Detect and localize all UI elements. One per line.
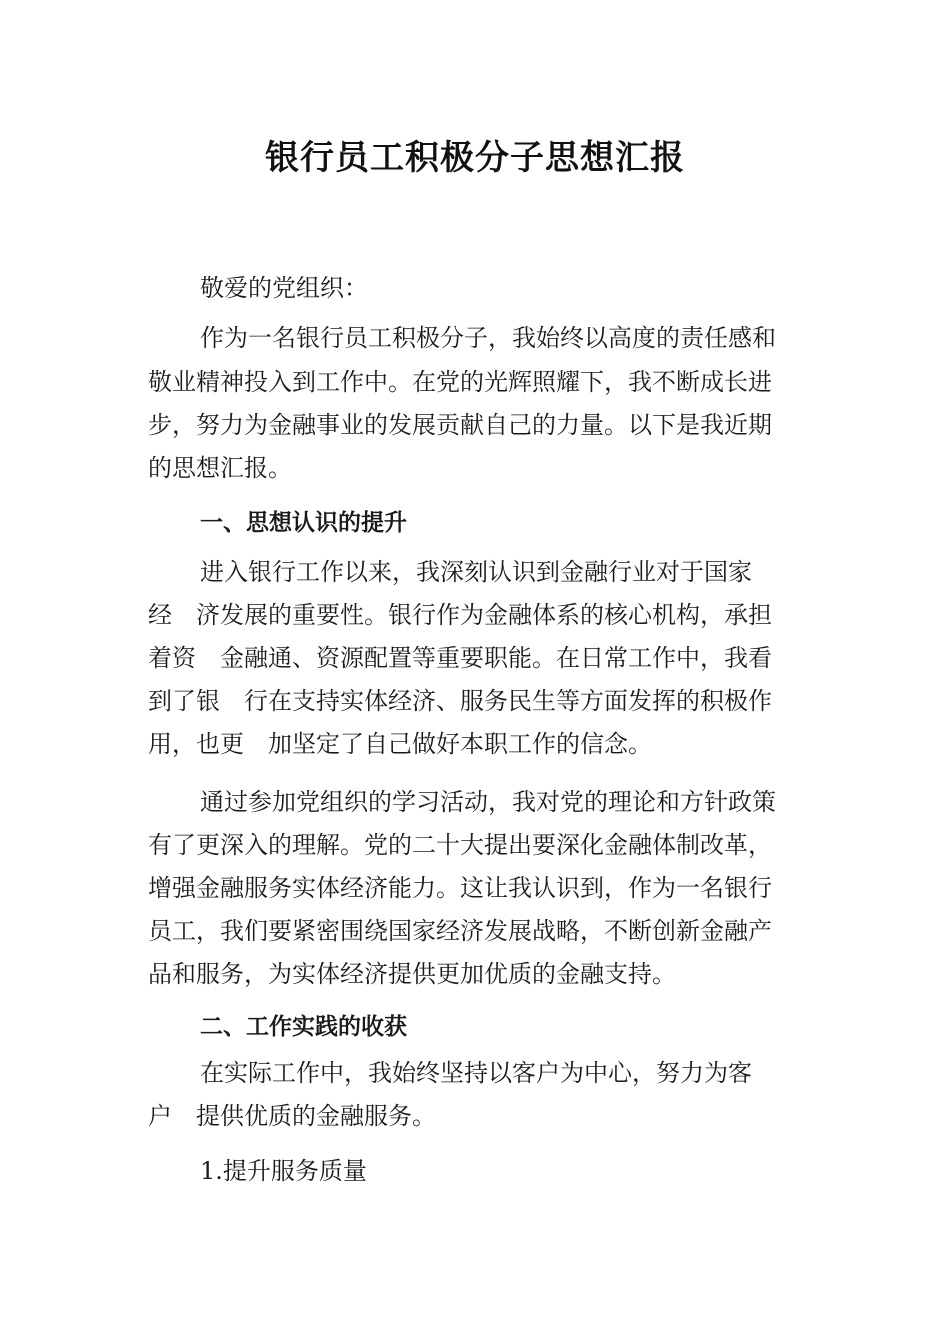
paragraph-line: 员工，我们要紧密围绕国家经济发展战略，不断创新金融产 — [148, 917, 772, 945]
page-title: 银行员工积极分子思想汇报 — [265, 138, 685, 178]
paragraph-line: 通过参加党组织的学习活动，我对党的理论和方针政策 — [200, 788, 776, 816]
paragraph-line: 品和服务，为实体经济提供更加优质的金融支持。 — [148, 960, 676, 988]
intro-line: 步，努力为金融事业的发展贡献自己的力量。以下是我近期 — [148, 411, 772, 439]
paragraph-line: 增强金融服务实体经济能力。这让我认识到，作为一名银行 — [148, 874, 772, 902]
section-heading: 一、思想认识的提升 — [200, 510, 407, 536]
paragraph-line: 着资 金融通、资源配置等重要职能。在日常工作中，我看 — [148, 644, 772, 672]
paragraph-line: 用，也更 加坚定了自己做好本职工作的信念。 — [148, 730, 652, 758]
paragraph-line: 户 提供优质的金融服务。 — [148, 1102, 436, 1130]
intro-line: 敬业精神投入到工作中。在党的光辉照耀下，我不断成长进 — [148, 368, 772, 396]
intro-line: 的思想汇报。 — [148, 454, 292, 482]
paragraph-line: 到了银 行在支持实体经济、服务民生等方面发挥的积极作 — [148, 687, 772, 715]
paragraph-line: 有了更深入的理解。党的二十大提出要深化金融体制改革， — [148, 831, 772, 859]
paragraph-line: 在实际工作中，我始终坚持以客户为中心，努力为客 — [200, 1059, 752, 1087]
paragraph-line: 进入银行工作以来，我深刻认识到金融行业对于国家 — [200, 558, 752, 586]
intro-line: 作为一名银行员工积极分子，我始终以高度的责任感和 — [200, 324, 776, 352]
paragraph-line: 经 济发展的重要性。银行作为金融体系的核心机构，承担 — [148, 601, 772, 629]
salutation: 敬爱的党组织： — [200, 274, 368, 302]
list-item: 1.提升服务质量 — [200, 1157, 367, 1185]
section-heading: 二、工作实践的收获 — [200, 1014, 407, 1040]
